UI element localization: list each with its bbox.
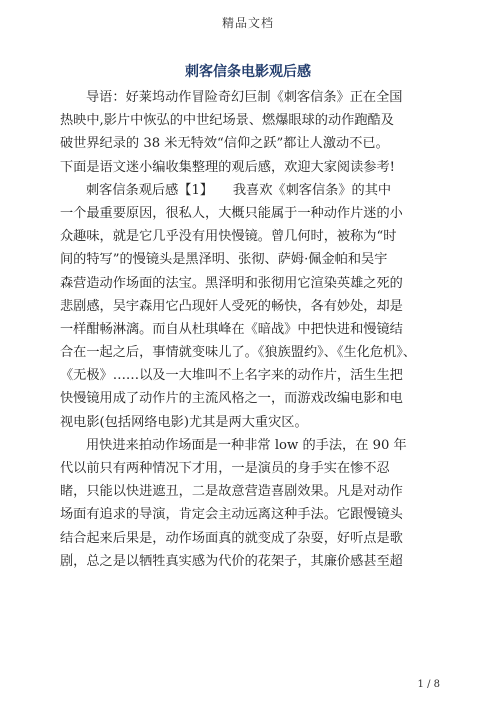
text-line: 快慢镜用成了动作片的主流风格之一，而游戏改编电影和电 [60,391,403,407]
text-line: 一个最重要原因，很私人，大概只能属于一种动作片迷的小 [60,205,403,221]
text-line: 森营造动作场面的法宝。黑泽明和张彻用它渲染英雄之死的 [60,275,403,291]
text-line: 破世界纪录的 38 米无特效“信仰之跃”都让人激动不已。 [60,136,389,152]
text-line: 场面有追求的导演，肯定会主动远离这种手法。它跟慢镜头 [60,507,403,523]
document-body [60,86,436,573]
text-line: 间的特写”的慢镜头是黑泽明、张彻、萨姆·佩金帕和吴宇 [60,252,388,268]
header-label: 精品文档 [221,16,274,30]
text-line: 睹，只能以快进遮丑，二是故意营造喜剧效果。凡是对动作 [60,484,403,500]
text-line: 热映中,影片中恢弘的中世纪场景、燃爆眼球的动作跑酷及 [60,113,394,129]
text-line: 下面是语文迷小编收集整理的观后感，欢迎大家阅读参考! [60,159,395,175]
text-line: 剧，总之是以牺牲真实感为代价的花架子，其廉价感甚至超 [60,553,403,569]
text-line: 刺客信条观后感【1】 我喜欢《刺客信条》的其中 [86,182,392,198]
text-line: 代以前只有两种情况下才用，一是演员的身手实在惨不忍 [60,461,390,476]
text-line: 用快进来拍动作场面是一种非常 low 的手法，在 90 年 [86,437,407,453]
text-line: 众趣味，就是它几乎没有用快慢镜。曾几何时，被称为“时 [60,229,397,245]
page-number: 1 / 8 [417,679,440,690]
text-line: 一样酣畅淋漓。而自从杜琪峰在《暗战》中把快进和慢镜结 [60,321,403,337]
text-line: 导语：好莱坞动作冒险奇幻巨制《刺客信条》正在全国 [86,90,403,105]
text-line: 悲剧感，吴宇森用它凸现奸人受死的畅快，各有妙处，却是 [60,298,403,314]
text-line: 合在一起之后，事情就变味儿了。《狼族盟约》、《生化危机》、 [60,345,417,361]
text-line: 结合起来后果是，动作场面真的就变成了杂耍，好听点是歌 [60,530,403,546]
text-line: 《无极》……以及一大堆叫不上名字来的动作片，活生生把 [60,368,403,384]
document-title: 刺客信条电影观后感 [185,64,311,80]
text-line: 视电影(包括网络电影)尤其是两大重灾区。 [60,414,308,430]
